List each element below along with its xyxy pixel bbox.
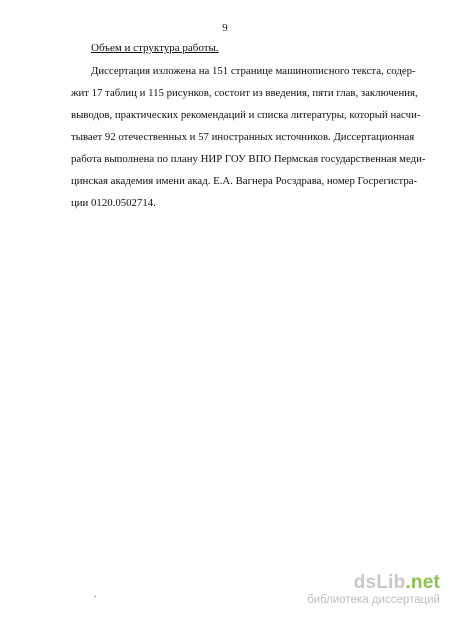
paragraph-line: цинская академия имени акад. Е.А. Вагнера Росздрава, номер Госрегистра- <box>71 175 418 187</box>
watermark-logo-main: dsLib <box>353 572 406 593</box>
paragraph-line: жит 17 таблиц и 115 рисунков, состоит из введения, пяти глав, заключения, <box>71 87 418 99</box>
paragraph-line: Диссертация изложена на 151 странице машинописного текста, содер- <box>91 65 416 77</box>
dslib-watermark <box>270 573 440 607</box>
body-paragraph <box>71 60 426 214</box>
watermark-logo-tld: .net <box>405 572 440 593</box>
scan-speck <box>94 596 96 597</box>
watermark-subtitle: библиотека диссертаций <box>307 594 440 606</box>
page-number: 9 <box>222 22 228 34</box>
watermark-logo <box>270 573 440 593</box>
section-heading: Объем и структура работы. <box>91 42 219 54</box>
paragraph-line: выводов, практических рекомендаций и списка литературы, который насчи- <box>71 109 421 121</box>
paragraph-line: ции 0120.0502714. <box>71 197 156 209</box>
paragraph-line: тывает 92 отечественных и 57 иностранных источников. Диссертационная <box>71 131 415 143</box>
paragraph-line: работа выполнена по плану НИР ГОУ ВПО Пермская государственная меди- <box>71 153 426 165</box>
